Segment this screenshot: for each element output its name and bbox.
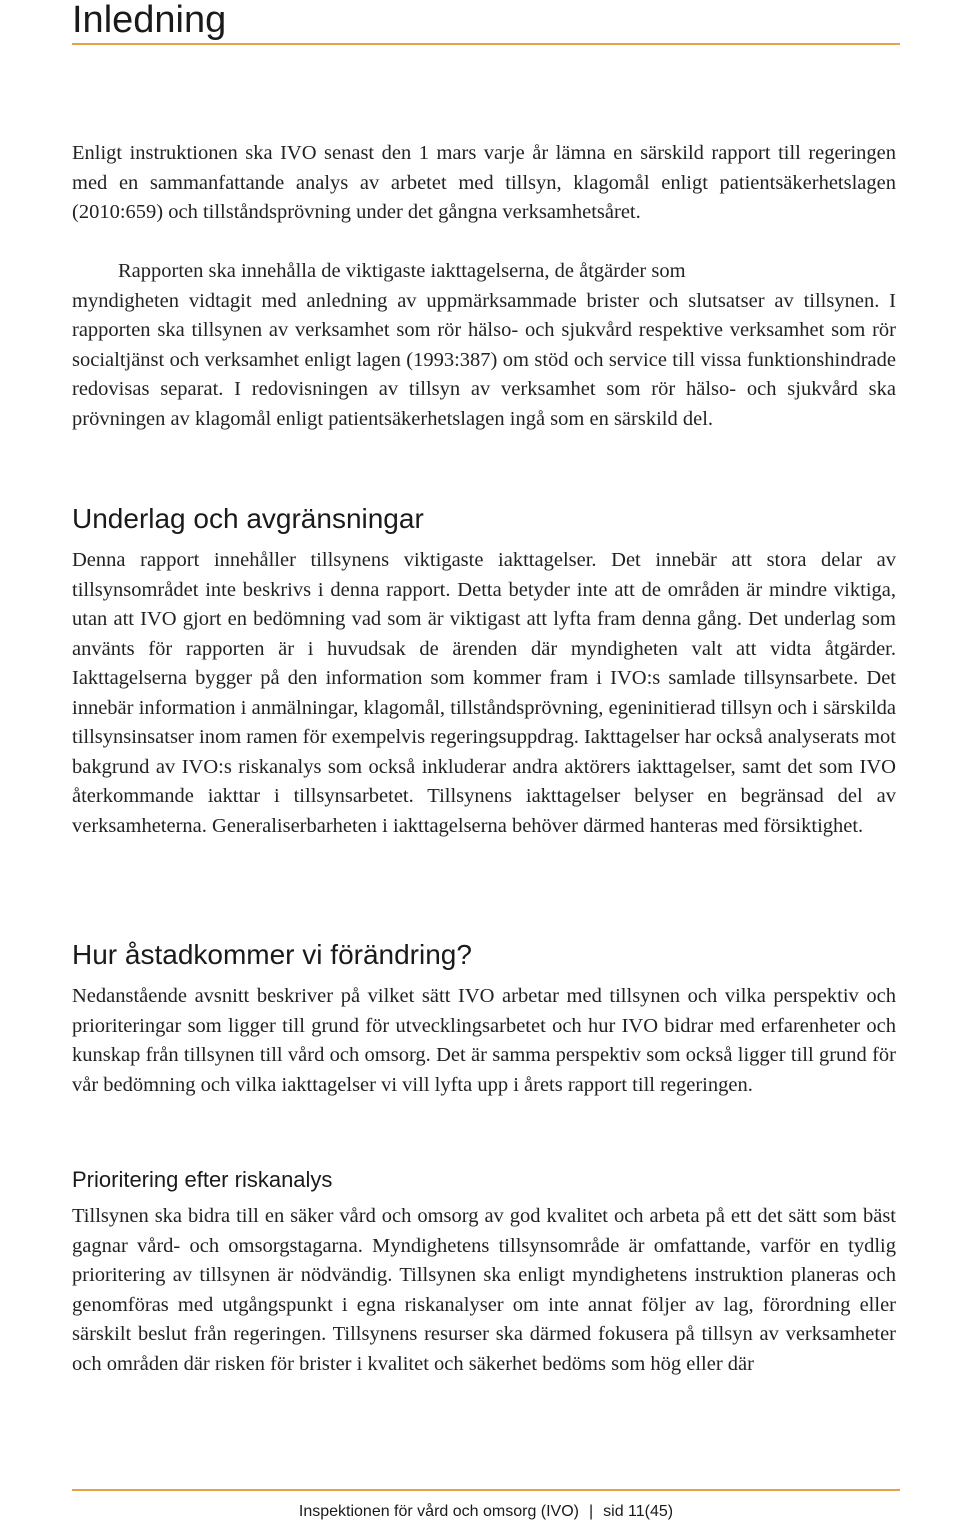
footer-page-number: sid 11(45): [603, 1503, 674, 1520]
page-title: Inledning: [72, 0, 227, 41]
section-text-underlag: Denna rapport innehåller tillsynens viktigaste iakttagelser. Det innebär att stora delar av tillsynsområdet inte beskrivs i denna rapport. Detta betyder inte att de områden är mindre viktiga, utan att IVO gjort en bedömning vad som är viktigast att lyfta fram denna gång. Det underlag som använts för rapporten är i huvudsak de ärenden där myndigheten valt att vidta åtgärder. Iakttagelserna bygger på den information som kommer fram i IVO:s samlade tillsynsarbete. Det innebär information i anmälningar, klagomål, tillståndsprövning, egeninitierad tillsyn och i särskilda tillsynsinsatser inom ramen för exempelvis regeringsuppdrag. Iakttagelser har också analyserats mot bakgrund av IVO:s riskanalys som också inkluderar andra aktörers iakttagelser, samt det som IVO återkommande iakttar i tillsynsarbetet. Tillsynens iakttagelser belyser en begränsad del av verksamheterna. Generaliserbarheten i iakttagelserna behöver därmed hanteras med försiktighet.: [72, 549, 896, 837]
intro-paragraph-2: [72, 257, 896, 434]
intro-paragraph-1: Enligt instruktionen ska IVO senast den 1 mars varje år lämna en särskild rapport till regeringen med en sammanfattande analys av arbetet med tillsyn, klagomål enligt patientsäkerhetslagen (2010:659) och tillståndsprövning under det gångna verksamhetsåret.: [72, 142, 896, 223]
section-heading-prioritering: Prioritering efter riskanalys: [72, 1167, 333, 1192]
section-text-prioritering: Tillsynen ska bidra till en säker vård och omsorg av god kvalitet och arbeta på ett det sätt som bäst gagnar vård- och omsorgstagarna. Myndighetens tillsynsområde är omfattande, varför en tydlig prioritering av tillsynen är nödvändig. Tillsynen ska enligt myndighetens instruktion planeras och genomföras med utgångspunkt i egna riskanalyser om inte annat följer av lag, förordning eller särskilt beslut från regeringen. Tillsynens resurser ska därmed fokusera på tillsyn av verksamheter och områden där risken för brister i kvalitet och säkerhet bedöms som hög eller där: [72, 1205, 896, 1375]
intro-paragraph-2-first-line: Rapporten ska innehålla de viktigaste iakttagelserna, de åtgärder som: [118, 260, 686, 282]
intro-paragraph-2-rest: myndigheten vidtagit med anledning av uppmärksammade brister och slutsatser av tillsynen. I rapporten ska tillsynen av verksamhet som rör hälso- och sjukvård respektive verksamhet som rör socialtjänst och verksamhet enligt lagen (1993:387) om stöd och service till vissa funktionshindrade redovisas separat. I redovisningen av tillsyn av verksamhet som rör hälso- och sjukvård ska prövningen av klagomål enligt patientsäkerhetslagen ingå som en särskild del.: [72, 289, 896, 430]
section-text-forandring: Nedanstående avsnitt beskriver på vilket sätt IVO arbetar med tillsynen och vilka perspektiv och prioriteringar som ligger till grund för utvecklingsarbetet och hur IVO bidrar med erfarenheter och kunskap från tillsynen till vård och omsorg. Det är samma perspektiv som också ligger till grund för vår bedömning och vilka iakttagelser vi vill lyfta upp i årets rapport till regeringen.: [72, 985, 896, 1096]
title-divider: [72, 43, 900, 45]
page-footer: [72, 1501, 900, 1523]
footer-divider: [72, 1489, 900, 1491]
section-heading-underlag: Underlag och avgränsningar: [72, 503, 424, 534]
section-heading-forandring: Hur åstadkommer vi förändring?: [72, 939, 472, 970]
footer-separator: |: [589, 1503, 594, 1520]
footer-organization: Inspektionen för vård och omsorg (IVO): [298, 1503, 579, 1520]
